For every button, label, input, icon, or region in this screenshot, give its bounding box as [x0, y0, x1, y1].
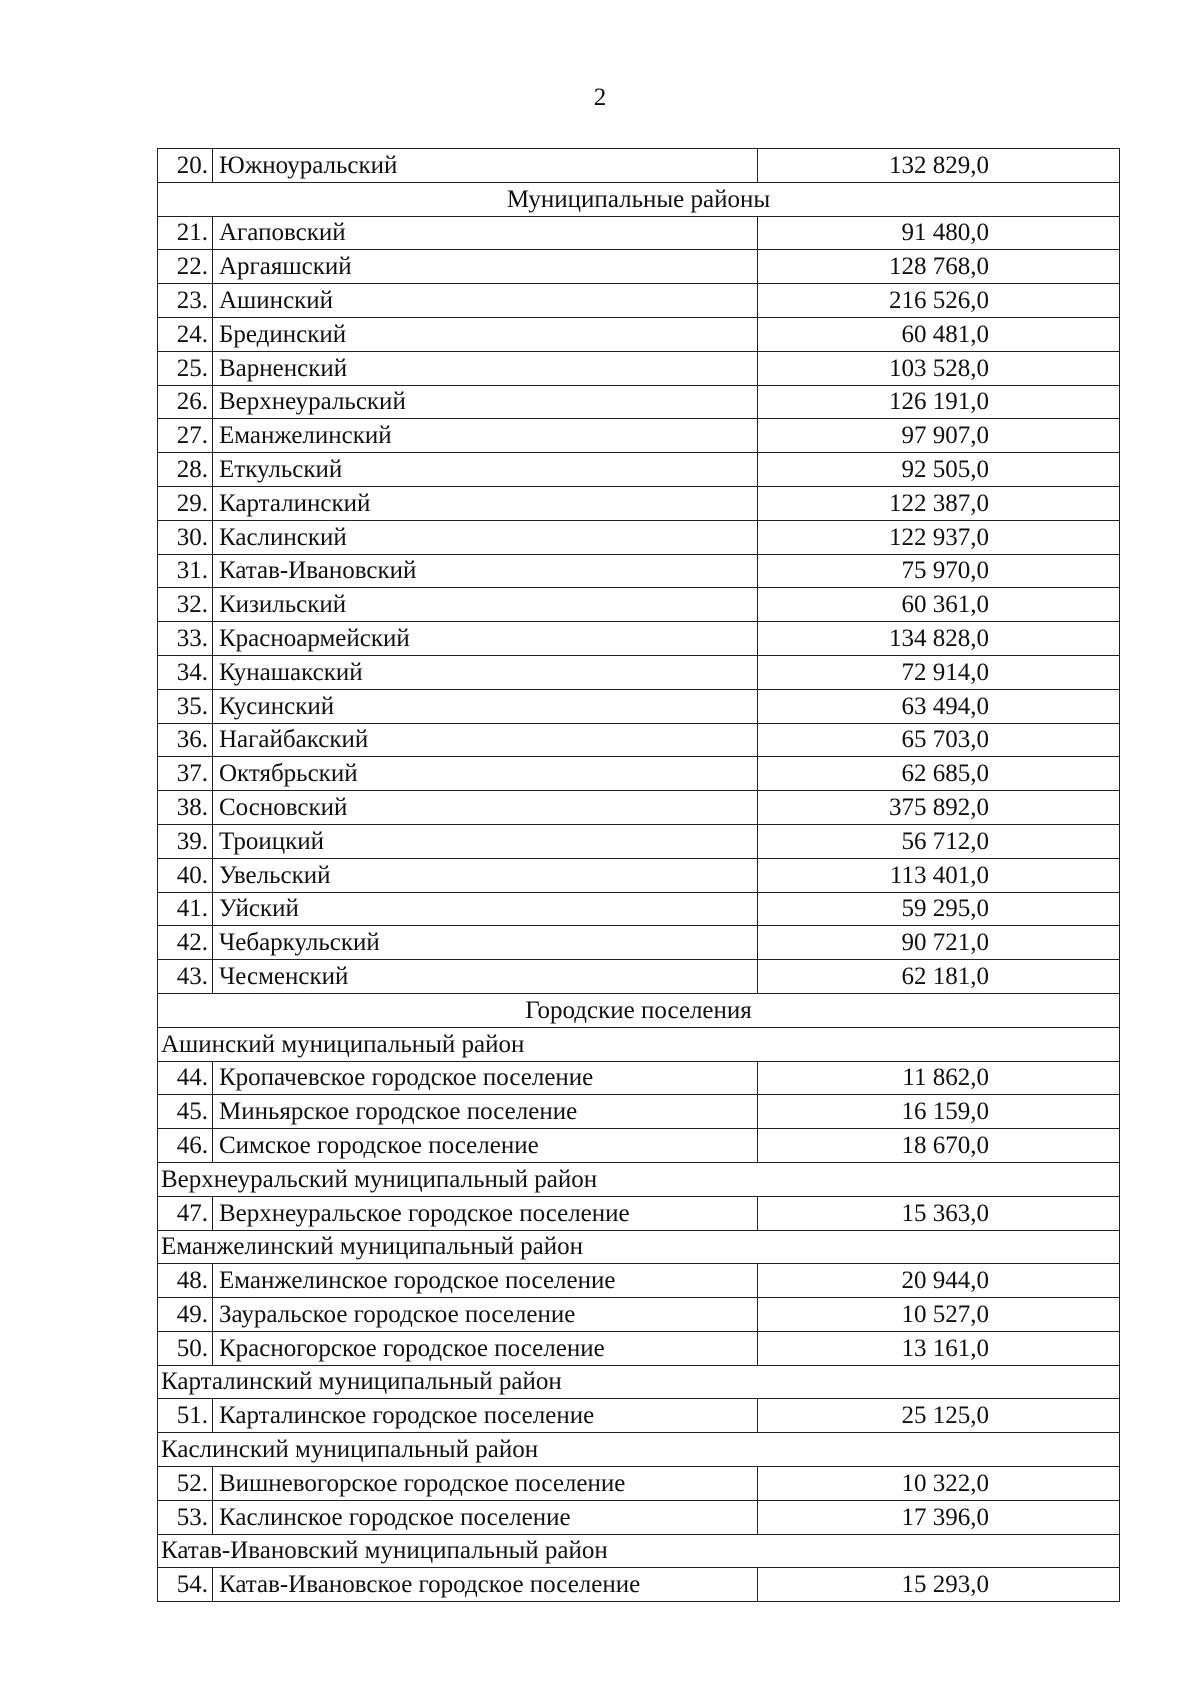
- table-row: [158, 453, 1120, 487]
- row-number: 31.: [158, 554, 213, 588]
- table-row: [158, 858, 1120, 892]
- row-number: 39.: [158, 824, 213, 858]
- municipality-name: Красногорское городское поселение: [213, 1331, 758, 1365]
- amount-value: 59 295,0: [758, 892, 1120, 926]
- table-row: [158, 419, 1120, 453]
- municipality-name: Еманжелинское городское поселение: [213, 1264, 758, 1298]
- row-number: 35.: [158, 689, 213, 723]
- municipality-name: Чесменский: [213, 960, 758, 994]
- amount-value: 75 970,0: [758, 554, 1120, 588]
- row-number: 46.: [158, 1129, 213, 1163]
- row-number: 53.: [158, 1500, 213, 1534]
- row-number: 38.: [158, 791, 213, 825]
- table-row: [158, 926, 1120, 960]
- amount-value: 62 685,0: [758, 757, 1120, 791]
- amount-value: 62 181,0: [758, 960, 1120, 994]
- amount-value: 134 828,0: [758, 622, 1120, 656]
- municipality-name: Еманжелинский: [213, 419, 758, 453]
- group-title: Катав-Ивановский муниципальный район: [158, 1534, 1120, 1568]
- amount-value: 375 892,0: [758, 791, 1120, 825]
- row-number: 37.: [158, 757, 213, 791]
- amount-value: 92 505,0: [758, 453, 1120, 487]
- municipality-name: Брединский: [213, 317, 758, 351]
- table-body: [158, 149, 1120, 1602]
- table-row: [158, 1500, 1120, 1534]
- row-number: 42.: [158, 926, 213, 960]
- row-number: 30.: [158, 520, 213, 554]
- row-number: 41.: [158, 892, 213, 926]
- row-number: 28.: [158, 453, 213, 487]
- amount-value: 72 914,0: [758, 655, 1120, 689]
- municipality-name: Увельский: [213, 858, 758, 892]
- amount-value: 91 480,0: [758, 216, 1120, 250]
- amount-value: 15 363,0: [758, 1196, 1120, 1230]
- amount-value: 10 322,0: [758, 1467, 1120, 1501]
- table-row: [158, 486, 1120, 520]
- amount-value: 65 703,0: [758, 723, 1120, 757]
- amount-value: 10 527,0: [758, 1298, 1120, 1332]
- group-title: Ашинский муниципальный район: [158, 1027, 1120, 1061]
- amount-value: 113 401,0: [758, 858, 1120, 892]
- municipality-name: Троицкий: [213, 824, 758, 858]
- row-number: 29.: [158, 486, 213, 520]
- municipality-name: Чебаркульский: [213, 926, 758, 960]
- table-row: [158, 588, 1120, 622]
- amount-value: 15 293,0: [758, 1568, 1120, 1602]
- group-header-row: [158, 1027, 1120, 1061]
- municipality-name: Каслинский: [213, 520, 758, 554]
- table-row: [158, 622, 1120, 656]
- table-row: [158, 216, 1120, 250]
- row-number: 43.: [158, 960, 213, 994]
- municipality-name: Зауральское городское поселение: [213, 1298, 758, 1332]
- municipality-name: Каслинское городское поселение: [213, 1500, 758, 1534]
- row-number: 54.: [158, 1568, 213, 1602]
- section-title: Муниципальные районы: [158, 182, 1120, 216]
- amount-value: 13 161,0: [758, 1331, 1120, 1365]
- table-row: [158, 1568, 1120, 1602]
- amount-value: 60 481,0: [758, 317, 1120, 351]
- row-number: 44.: [158, 1061, 213, 1095]
- row-number: 50.: [158, 1331, 213, 1365]
- amount-value: 122 937,0: [758, 520, 1120, 554]
- section-header-row: [158, 993, 1120, 1027]
- row-number: 34.: [158, 655, 213, 689]
- municipality-name: Уйский: [213, 892, 758, 926]
- amount-value: 90 721,0: [758, 926, 1120, 960]
- row-number: 21.: [158, 216, 213, 250]
- table-row: [158, 317, 1120, 351]
- table-row: [158, 554, 1120, 588]
- row-number: 51.: [158, 1399, 213, 1433]
- amount-value: 18 670,0: [758, 1129, 1120, 1163]
- amount-value: 97 907,0: [758, 419, 1120, 453]
- amount-value: 126 191,0: [758, 385, 1120, 419]
- row-number: 32.: [158, 588, 213, 622]
- page-number: 2: [593, 84, 607, 111]
- municipality-name: Симское городское поселение: [213, 1129, 758, 1163]
- budget-allocation-table: [157, 148, 1120, 1602]
- amount-value: 103 528,0: [758, 351, 1120, 385]
- row-number: 22.: [158, 250, 213, 284]
- municipality-name: Сосновский: [213, 791, 758, 825]
- municipality-name: Кропачевское городское поселение: [213, 1061, 758, 1095]
- row-number: 49.: [158, 1298, 213, 1332]
- municipality-name: Катав-Ивановский: [213, 554, 758, 588]
- municipality-name: Верхнеуральский: [213, 385, 758, 419]
- municipality-name: Октябрьский: [213, 757, 758, 791]
- group-title: Верхнеуральский муниципальный район: [158, 1162, 1120, 1196]
- row-number: 23.: [158, 284, 213, 318]
- table-row: [158, 250, 1120, 284]
- municipality-name: Кизильский: [213, 588, 758, 622]
- table-row: [158, 284, 1120, 318]
- table-row: [158, 960, 1120, 994]
- table-row: [158, 1196, 1120, 1230]
- table-row: [158, 824, 1120, 858]
- municipality-name: Нагайбакский: [213, 723, 758, 757]
- table-row: [158, 689, 1120, 723]
- table-row: [158, 1331, 1120, 1365]
- group-header-row: [158, 1534, 1120, 1568]
- row-number: 25.: [158, 351, 213, 385]
- municipality-name: Верхнеуральское городское поселение: [213, 1196, 758, 1230]
- table-row: [158, 1129, 1120, 1163]
- amount-value: 132 829,0: [758, 149, 1120, 183]
- amount-value: 216 526,0: [758, 284, 1120, 318]
- row-number: 48.: [158, 1264, 213, 1298]
- row-number: 27.: [158, 419, 213, 453]
- section-header-row: [158, 182, 1120, 216]
- row-number: 40.: [158, 858, 213, 892]
- municipality-name: Ашинский: [213, 284, 758, 318]
- amount-value: 122 387,0: [758, 486, 1120, 520]
- municipality-name: Южноуральский: [213, 149, 758, 183]
- group-header-row: [158, 1433, 1120, 1467]
- municipality-name: Карталинский: [213, 486, 758, 520]
- table-row: [158, 1061, 1120, 1095]
- row-number: 36.: [158, 723, 213, 757]
- table-row: [158, 1095, 1120, 1129]
- municipality-name: Миньярское городское поселение: [213, 1095, 758, 1129]
- municipality-name: Агаповский: [213, 216, 758, 250]
- table-row: [158, 520, 1120, 554]
- municipality-name: Варненский: [213, 351, 758, 385]
- amount-value: 20 944,0: [758, 1264, 1120, 1298]
- amount-value: 56 712,0: [758, 824, 1120, 858]
- row-number: 24.: [158, 317, 213, 351]
- table-row: [158, 655, 1120, 689]
- municipality-name: Катав-Ивановское городское поселение: [213, 1568, 758, 1602]
- table-row: [158, 723, 1120, 757]
- section-title: Городские поселения: [158, 993, 1120, 1027]
- row-number: 26.: [158, 385, 213, 419]
- group-title: Каслинский муниципальный район: [158, 1433, 1120, 1467]
- municipality-name: Еткульский: [213, 453, 758, 487]
- group-header-row: [158, 1162, 1120, 1196]
- amount-value: 11 862,0: [758, 1061, 1120, 1095]
- row-number: 20.: [158, 149, 213, 183]
- row-number: 47.: [158, 1196, 213, 1230]
- municipality-name: Вишневогорское городское поселение: [213, 1467, 758, 1501]
- table-row: [158, 385, 1120, 419]
- municipality-name: Карталинское городское поселение: [213, 1399, 758, 1433]
- amount-value: 63 494,0: [758, 689, 1120, 723]
- group-header-row: [158, 1365, 1120, 1399]
- row-number: 33.: [158, 622, 213, 656]
- municipality-name: Кунашакский: [213, 655, 758, 689]
- group-title: Карталинский муниципальный район: [158, 1365, 1120, 1399]
- table-row: [158, 1399, 1120, 1433]
- municipality-name: Аргаяшский: [213, 250, 758, 284]
- amount-value: 128 768,0: [758, 250, 1120, 284]
- table-row: [158, 892, 1120, 926]
- amount-value: 25 125,0: [758, 1399, 1120, 1433]
- table-row: [158, 1467, 1120, 1501]
- municipality-name: Красноармейский: [213, 622, 758, 656]
- table-row: [158, 351, 1120, 385]
- row-number: 52.: [158, 1467, 213, 1501]
- group-title: Еманжелинский муниципальный район: [158, 1230, 1120, 1264]
- group-header-row: [158, 1230, 1120, 1264]
- table-row: [158, 1264, 1120, 1298]
- municipality-name: Кусинский: [213, 689, 758, 723]
- amount-value: 60 361,0: [758, 588, 1120, 622]
- table-row: [158, 757, 1120, 791]
- table-row: [158, 149, 1120, 183]
- table-row: [158, 1298, 1120, 1332]
- amount-value: 16 159,0: [758, 1095, 1120, 1129]
- amount-value: 17 396,0: [758, 1500, 1120, 1534]
- table-row: [158, 791, 1120, 825]
- row-number: 45.: [158, 1095, 213, 1129]
